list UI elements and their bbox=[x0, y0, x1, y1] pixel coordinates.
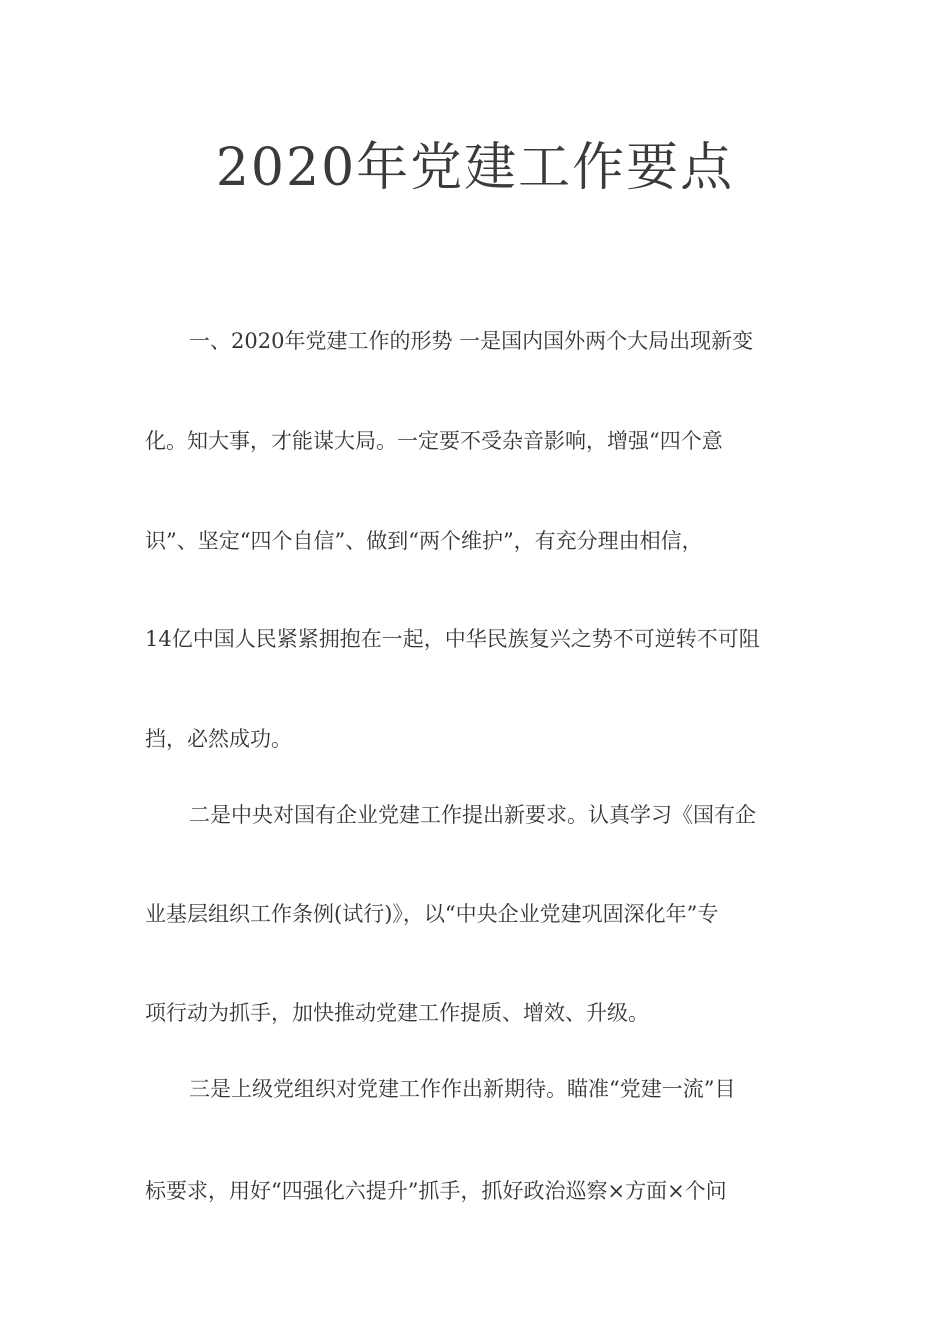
paragraph-2-line-3: 项行动为抓手，加快推动党建工作提质、增效、升级。 bbox=[145, 1001, 649, 1025]
paragraph-1-line-4: 14亿中国人民紧紧拥抱在一起，中华民族复兴之势不可逆转不可阻 bbox=[145, 627, 760, 651]
paragraph-3-line-1: 三是上级党组织对党建工作作出新期待。瞄准“党建一流”目 bbox=[189, 1077, 736, 1101]
paragraph-1-line-5: 挡，必然成功。 bbox=[145, 727, 292, 751]
paragraph-3-line-2: 标要求，用好“四强化六提升”抓手，抓好政治巡察×方面×个问 bbox=[145, 1179, 727, 1203]
document-title: 2020年党建工作要点 bbox=[215, 138, 735, 198]
paragraph-1-line-1: 一、2020年党建工作的形势 一是国内国外两个大局出现新变 bbox=[189, 329, 754, 353]
paragraph-1-line-2: 化。知大事，才能谋大局。一定要不受杂音影响，增强“四个意 bbox=[145, 429, 723, 453]
paragraph-2-line-2: 业基层组织工作条例(试行)》，以“中央企业党建巩固深化年”专 bbox=[145, 902, 719, 926]
paragraph-2-line-1: 二是中央对国有企业党建工作提出新要求。认真学习《国有企 bbox=[189, 803, 756, 827]
paragraph-1-line-3: 识”、坚定“四个自信”、做到“两个维护”，有充分理由相信， bbox=[145, 529, 703, 553]
